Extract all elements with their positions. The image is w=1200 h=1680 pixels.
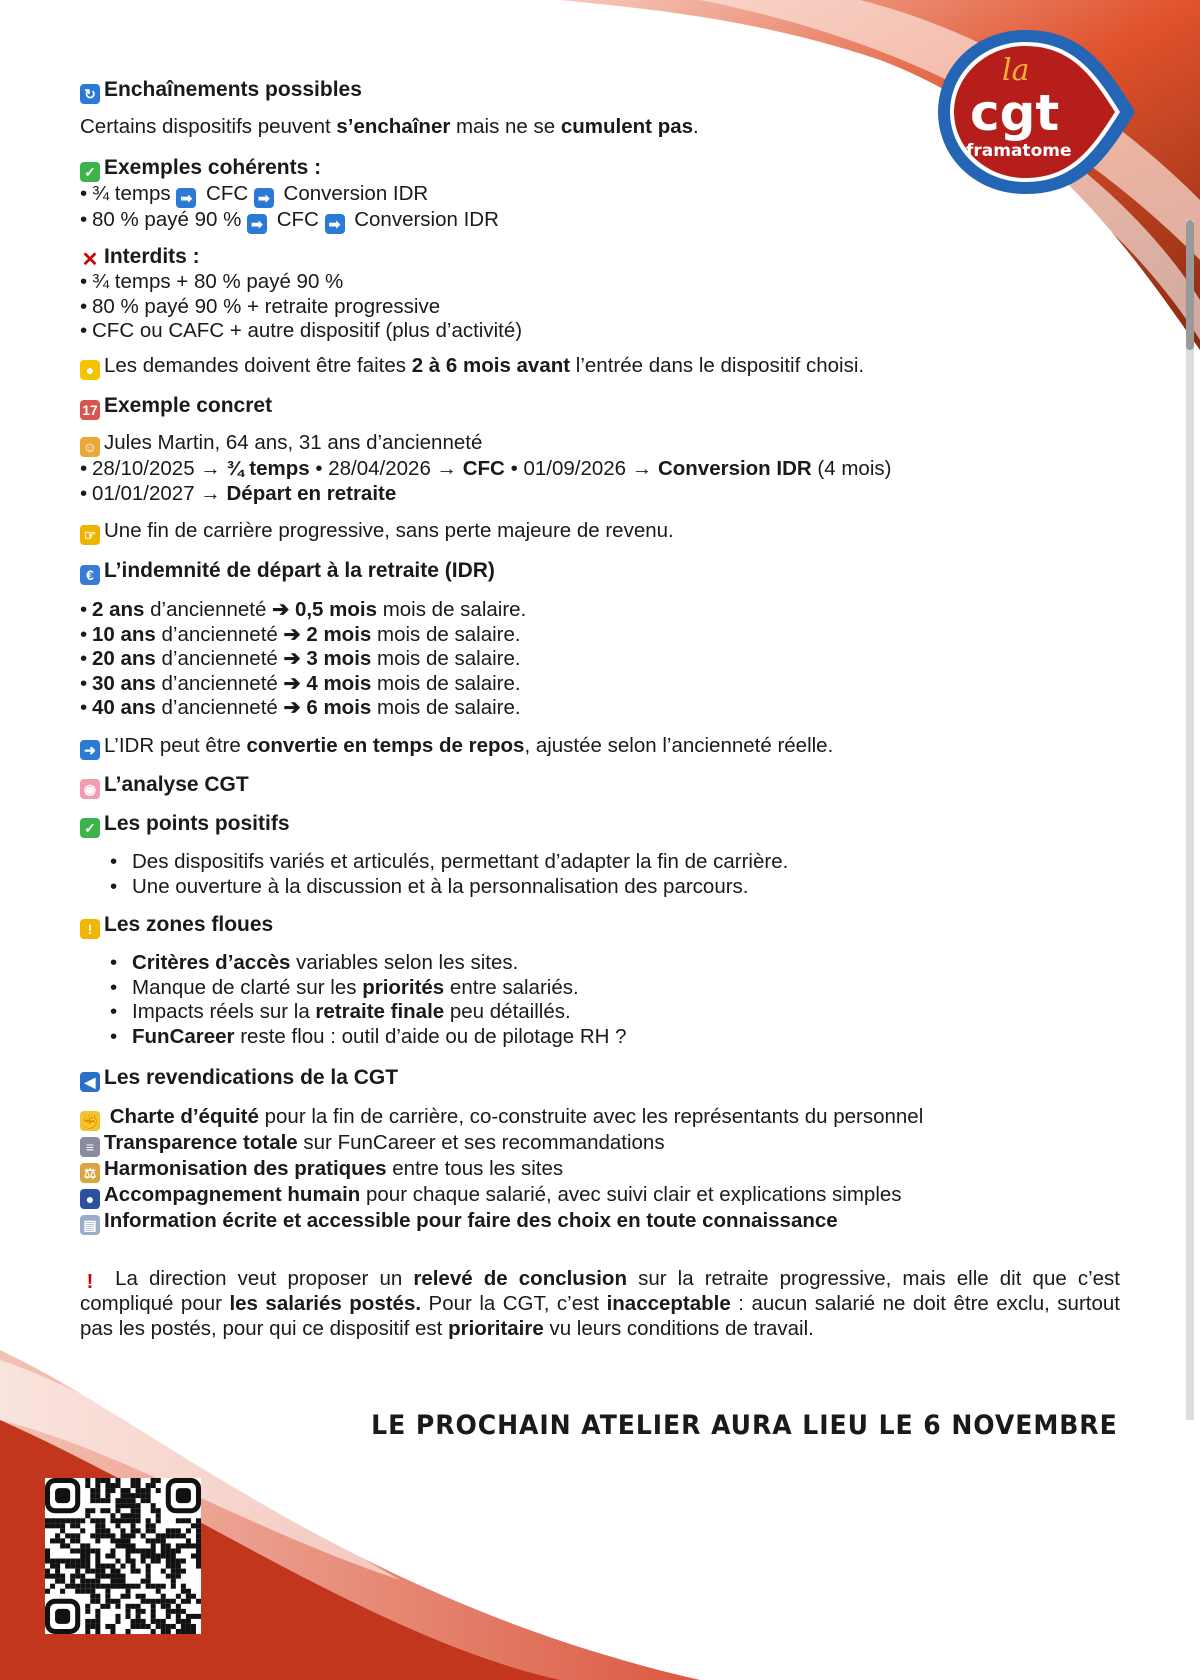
- text: d’ancienneté: [155, 647, 284, 670]
- brain-icon: ◉: [80, 779, 100, 799]
- lightbulb-icon: ●: [80, 360, 100, 380]
- text-line: [80, 431, 1120, 457]
- bold-text: Les revendications de la CGT: [104, 1066, 399, 1089]
- text: 28/10/2025 →: [92, 457, 227, 480]
- svg-text:framatome: framatome: [966, 141, 1072, 161]
- text-line: [80, 875, 1120, 900]
- arrow-right-icon: ➡: [247, 214, 267, 234]
- text: Les demandes doivent être faites: [104, 354, 412, 377]
- text-line: [80, 598, 1120, 623]
- check-icon: ✓: [80, 818, 100, 838]
- bullet: •: [80, 319, 88, 342]
- text: pour chaque salarié, avec suivi clair et explications simples: [360, 1183, 902, 1206]
- section-heading: [80, 156, 1120, 182]
- arrow-right-icon: ➡: [325, 214, 345, 234]
- page-icon: ▤: [80, 1215, 100, 1235]
- text: sur la retraite progressive, mais elle dit que c’est compliqué pour: [80, 1267, 1120, 1315]
- bold-text: ➔ 6 mois: [283, 696, 372, 719]
- section-heading-example: [80, 394, 1120, 420]
- bold-text: Exemple concret: [104, 394, 273, 417]
- text-line: [80, 519, 1120, 545]
- qr-code[interactable]: [45, 1478, 201, 1634]
- text: .: [693, 115, 699, 138]
- text: (4 mois): [811, 457, 892, 480]
- raised-fist-icon: ✊: [81, 1113, 99, 1129]
- text: mois de salaire.: [377, 598, 527, 621]
- bullet: •: [110, 975, 118, 999]
- bold-text: retraite finale: [315, 1000, 445, 1023]
- text: mois de salaire.: [371, 671, 521, 695]
- section-heading-positives: [80, 812, 1120, 838]
- text-line: [80, 1025, 1120, 1050]
- bold-text: Exemples cohérents :: [104, 156, 322, 179]
- text: d’ancienneté: [144, 598, 273, 621]
- text-line: [80, 647, 1120, 672]
- megaphone-icon: ◀: [80, 1072, 100, 1092]
- bold-text: priorités: [362, 975, 445, 999]
- text-line: [80, 319, 1120, 344]
- concrete-example: [80, 431, 1120, 506]
- text: CFC: [271, 208, 325, 231]
- bold-text: cumulent pas: [560, 115, 694, 138]
- bullet: •: [80, 598, 88, 621]
- text-line: [80, 976, 1120, 1001]
- bold-text: 20 ans: [92, 647, 156, 670]
- bold-text: relevé de conclusion: [413, 1267, 627, 1290]
- worker-icon: ☺: [80, 437, 100, 457]
- section-heading: [80, 78, 1120, 104]
- bold-text: 2 à 6 mois avant: [411, 354, 571, 377]
- bold-text: ¾ temps: [226, 457, 310, 480]
- text: • 28/04/2026 →: [309, 457, 463, 480]
- text-line: [80, 1267, 1120, 1341]
- intro-paragraph: [80, 115, 1120, 140]
- section-heading: [80, 913, 1120, 939]
- bullet: •: [110, 1000, 118, 1023]
- scrollbar-thumb: [1186, 220, 1194, 350]
- idr-conversion-note: [80, 734, 1120, 760]
- text-line: [80, 623, 1120, 648]
- bullet: •: [110, 951, 118, 974]
- text: Impacts réels sur la: [132, 1000, 316, 1023]
- direction-warning: [80, 1267, 1120, 1341]
- text-line: [80, 182, 1120, 208]
- bold-text: ➔ 0,5 mois: [272, 598, 377, 621]
- bold-text: ➔ 4 mois: [283, 671, 372, 695]
- text: CFC: [200, 182, 254, 205]
- bold-text: Enchaînements possibles: [104, 78, 362, 101]
- bold-text: Critères d’accès: [132, 951, 291, 974]
- text: Jules Martin, 64 ans, 31 ans d’ancienneté: [104, 431, 483, 454]
- section-heading-analysis: [80, 773, 1120, 799]
- section-heading: [80, 773, 1120, 799]
- text-line: [80, 696, 1120, 721]
- bullet: •: [80, 294, 88, 318]
- text-line: [80, 1105, 1120, 1131]
- bold-text: Conversion IDR: [657, 457, 812, 480]
- bold-text: CFC: [462, 457, 505, 480]
- text: Manque de clarté sur les: [132, 975, 363, 999]
- text: 01/01/2027 →: [92, 481, 227, 505]
- bullet: •: [80, 647, 88, 670]
- cross-icon: ✕: [81, 249, 99, 271]
- positives-list: [80, 850, 1120, 899]
- section-heading-enchainements: [80, 78, 1120, 104]
- bold-text: Transparence totale: [104, 1131, 298, 1154]
- section-heading: [80, 394, 1120, 420]
- bold-text: 30 ans: [92, 671, 156, 695]
- bold-text: 40 ans: [92, 696, 156, 719]
- bold-text: prioritaire: [448, 1316, 544, 1340]
- bullet: •: [80, 457, 88, 480]
- text: peu détaillés.: [444, 1000, 571, 1023]
- bold-text: Les zones floues: [104, 913, 274, 936]
- text-line: [80, 1157, 1120, 1183]
- text-line: [80, 482, 1120, 507]
- text: • 01/09/2026 →: [504, 457, 658, 480]
- text: Certains dispositifs peuvent: [80, 115, 337, 138]
- pointing-hand-icon: ☞: [80, 525, 100, 545]
- bold-text: inacceptable: [606, 1292, 731, 1315]
- text: reste flou : outil d’aide ou de pilotage RH ?: [234, 1024, 627, 1048]
- section-heading: [80, 559, 1120, 585]
- text-line: [80, 850, 1120, 875]
- text-line: [80, 1131, 1120, 1157]
- bold-text: Départ en retraite: [226, 481, 397, 505]
- text: : aucun salarié ne doit être exclu, surtout pas les postés, pour qui ce dispositif est: [80, 1292, 1120, 1340]
- svg-text:la: la: [1002, 53, 1030, 88]
- text-line: [80, 295, 1120, 320]
- text: entre tous les sites: [386, 1157, 564, 1180]
- bold-text: Interdits :: [104, 245, 200, 268]
- bold-text: Harmonisation des pratiques: [104, 1157, 387, 1180]
- text-line: [80, 672, 1120, 697]
- bullet: •: [80, 671, 88, 695]
- text: mois de salaire.: [371, 622, 521, 646]
- bold-text: Les points positifs: [104, 812, 290, 835]
- check-icon: ✓: [80, 162, 100, 182]
- bold-text: ➔ 3 mois: [283, 647, 372, 670]
- text: entre salariés.: [444, 975, 579, 999]
- bold-text: Information écrite et accessible pour faire des choix en toute connaissance: [104, 1209, 838, 1232]
- text-line: [80, 951, 1120, 976]
- deadline-tip: [80, 354, 1120, 380]
- text-line: [80, 1183, 1120, 1209]
- calendar-icon: 17: [80, 400, 100, 420]
- text: pour la fin de carrière, co-construite avec les représentants du personnel: [258, 1105, 924, 1128]
- bold-text: FunCareer: [132, 1024, 235, 1048]
- section-heading-grey-areas: [80, 913, 1120, 939]
- text-line: [80, 734, 1120, 760]
- euro-banknote-icon: €: [80, 565, 100, 585]
- refresh-icon: ↻: [80, 84, 100, 104]
- bold-text: Accompagnement humain: [104, 1183, 361, 1206]
- text: Une fin de carrière progressive, sans perte majeure de revenu.: [104, 519, 674, 542]
- next-workshop-banner: LE PROCHAIN ATELIER AURA LIEU LE 6 NOVEMBRE: [371, 1410, 1118, 1441]
- bullet: •: [80, 182, 88, 205]
- grey-areas-list: [80, 951, 1120, 1049]
- bold-text: s’enchaîner: [336, 115, 451, 138]
- bullet: •: [80, 696, 88, 719]
- text: d’ancienneté: [155, 696, 284, 719]
- text: 80 % payé 90 % + retraite progressive: [92, 294, 441, 318]
- document-list-icon: ≡: [80, 1137, 100, 1157]
- bold-text: 10 ans: [92, 622, 156, 646]
- text-line: [80, 457, 1120, 482]
- forbidden-combinations: [80, 245, 1120, 344]
- text: sur FunCareer et ses recommandations: [297, 1131, 665, 1154]
- bullet: •: [80, 208, 88, 231]
- arrow-right-icon: ➜: [80, 740, 100, 760]
- section-heading: [80, 812, 1120, 838]
- text-line: [80, 270, 1120, 295]
- text: CFC ou CAFC + autre dispositif (plus d’activité): [92, 319, 523, 342]
- section-heading: [80, 1066, 1120, 1092]
- warning-icon: !: [80, 919, 100, 939]
- text-line: [80, 1209, 1120, 1235]
- bullet: •: [110, 874, 118, 898]
- bold-text: Charte d’équité: [104, 1105, 259, 1128]
- bold-text: L’indemnité de départ à la retraite (IDR): [104, 559, 495, 582]
- bold-text: L’analyse CGT: [104, 773, 249, 796]
- bullet: •: [80, 622, 88, 646]
- text-line: [80, 1000, 1120, 1025]
- text-line: [80, 115, 1120, 140]
- section-heading: [80, 245, 1120, 270]
- text: Des dispositifs variés et articulés, permettant d’adapter la fin de carrière.: [132, 850, 789, 873]
- text: mois de salaire.: [371, 647, 521, 670]
- text: La direction veut proposer un: [104, 1267, 414, 1290]
- text: l’entrée dans le dispositif choisi.: [570, 354, 865, 377]
- bullet: •: [110, 850, 118, 873]
- bullet: •: [80, 270, 88, 293]
- text-line: [80, 208, 1120, 234]
- text: Conversion IDR: [277, 182, 429, 205]
- bold-text: 2 ans: [92, 598, 145, 621]
- idr-list: [80, 598, 1120, 721]
- speaking-head-icon: ●: [80, 1189, 100, 1209]
- text: , ajustée selon l’ancienneté réelle.: [524, 734, 834, 757]
- bold-text: ➔ 2 mois: [283, 622, 372, 646]
- bullet: •: [80, 481, 88, 505]
- arrow-right-icon: ➡: [176, 188, 196, 208]
- text: vu leurs conditions de travail.: [543, 1316, 814, 1340]
- section-heading-demands: [80, 1066, 1120, 1092]
- section-heading-idr: [80, 559, 1120, 585]
- balance-scale-icon: ⚖: [80, 1163, 100, 1183]
- text: mais ne se: [450, 115, 561, 138]
- exclamation-icon: !: [86, 1271, 94, 1293]
- text-line: [80, 354, 1120, 380]
- svg-text:cgt: cgt: [970, 84, 1060, 142]
- bold-text: les salariés postés.: [229, 1292, 422, 1315]
- text: L’IDR peut être: [104, 734, 247, 757]
- text: d’ancienneté: [155, 622, 284, 646]
- text: ¾ temps + 80 % payé 90 %: [92, 270, 344, 293]
- text: Pour la CGT, c’est: [421, 1292, 607, 1315]
- text: Conversion IDR: [348, 208, 499, 231]
- text: Une ouverture à la discussion et à la personnalisation des parcours.: [132, 874, 749, 898]
- bold-text: convertie en temps de repos: [246, 734, 525, 757]
- bullet: •: [110, 1024, 118, 1048]
- demands-list: [80, 1105, 1120, 1235]
- text: variables selon les sites.: [290, 951, 519, 974]
- example-conclusion: [80, 519, 1120, 545]
- coherent-examples: [80, 156, 1120, 234]
- arrow-right-icon: ➡: [254, 188, 274, 208]
- text: d’ancienneté: [155, 671, 284, 695]
- text: ¾ temps: [92, 182, 177, 205]
- text: 80 % payé 90 %: [92, 208, 247, 231]
- text: mois de salaire.: [371, 696, 521, 719]
